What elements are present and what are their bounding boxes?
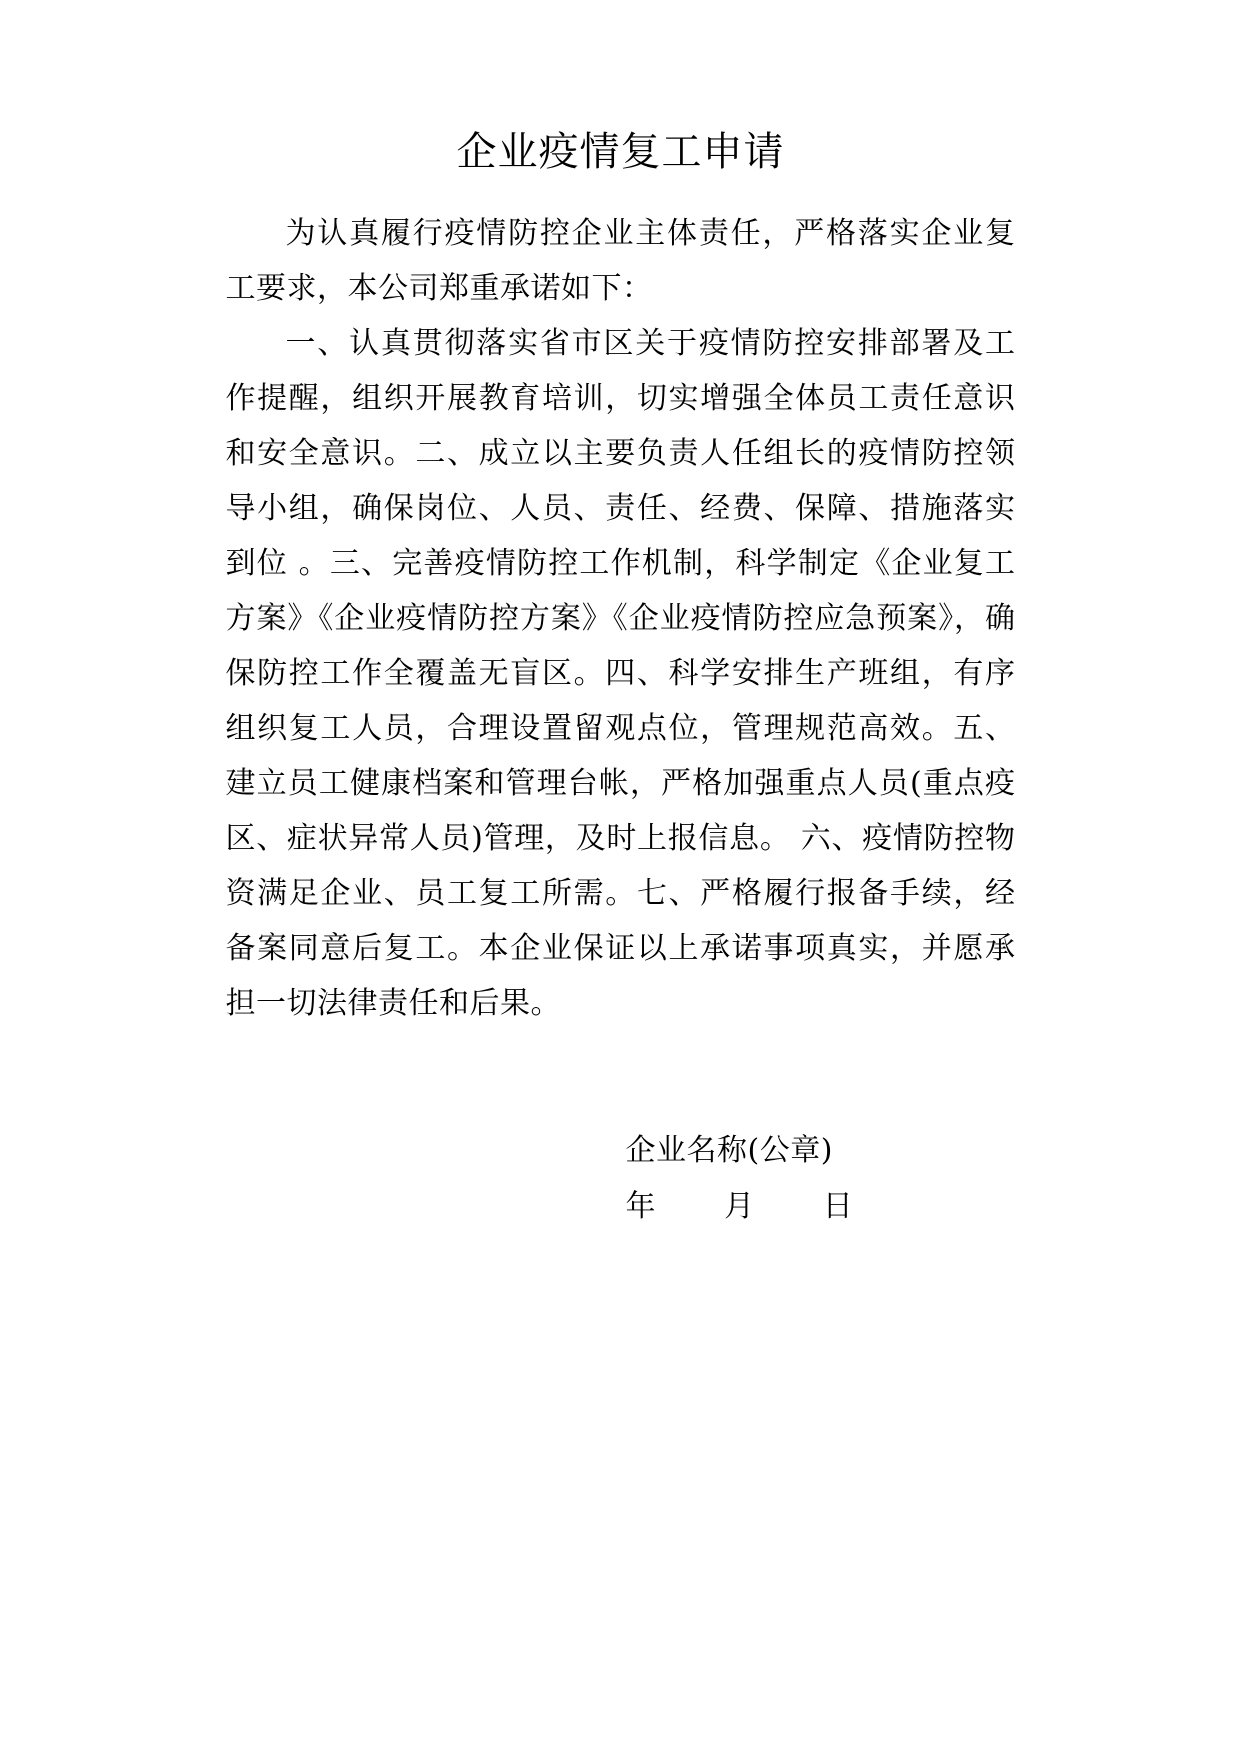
date-day-label: 日 xyxy=(822,1189,854,1224)
signature-block xyxy=(226,1031,1016,1235)
document-body xyxy=(226,176,1016,1031)
page-title: 企业疫情复工申请 xyxy=(456,129,785,175)
paragraph-commitments: 一、认真贯彻落实省市区关于疫情防控安排部署及工作提醒，组织开展教育培训，切实增强全体员工责任意识和安全意识。二、成立以主要负责人任组长的疫情防控领导小组，确保岗位、人员、责任、经费、保障、措施落实到位 。三、完善疫情防控工作机制，科学制定《企业复工方案》《企业疫情防控方案》《企业疫情防控应急预案》，确保防控工作全覆盖无盲区。四、科学安排生产班组，有序组织复工人员，合理设置留观点位，管理规范高效。五、建立员工健康档案和管理台帐，严格加强重点人员(重点疫区、症状异常人员)管理，及时上报信息。 六、疫情防控物资满足企业、员工复工所需。七、严格履行报备手续，经备案同意后复工。本企业保证以上承诺事项真实，并愿承担一切法律责任和后果。 xyxy=(225,326,1016,1021)
company-seal-label: 企业名称(公章) xyxy=(625,1133,833,1168)
date-year-label: 年 xyxy=(625,1189,656,1224)
date-line xyxy=(226,1179,1016,1235)
paragraph-intro: 为认真履行疫情防控企业主体责任，严格落实企业复工要求，本公司郑重承诺如下： xyxy=(225,216,1016,306)
date-month-label: 月 xyxy=(724,1189,755,1224)
